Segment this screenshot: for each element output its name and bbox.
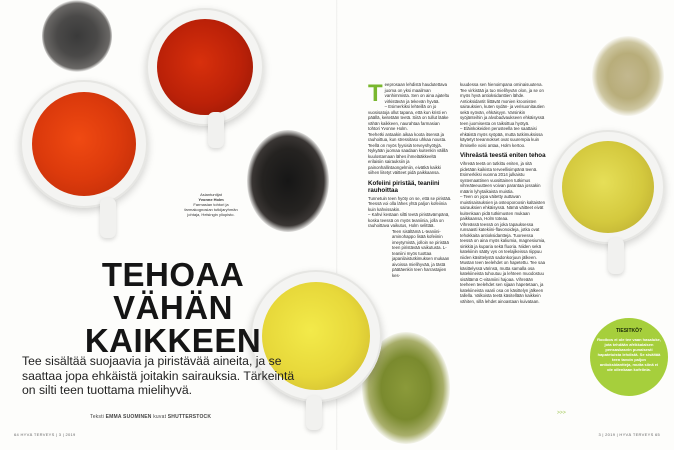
headline-line-1: TEHOAA bbox=[101, 256, 245, 293]
body-paragraph: Mustan teen teelehdet on hapetettu. Tee saa käsittelyssä värinsä, mutta samalla osa katekiineista tuhoutuu ja lehteen muodostuu sisältämä C-vitamiini hajoaa. Vihreään teeheen teelehdet sen sijaan hapetetaan, ja katekiineista vaarii osa on käsittelyn jälkeen tallella. Valkoista teetä käsitellään kaikkein vähiten, sillä lehdet ainoastaan kuivataan. bbox=[460, 260, 545, 304]
continue-arrows: >>> bbox=[557, 410, 566, 416]
body-paragraph: Teehetki antaakin aikaa koota itsensä ja rauhoittua, kun stressitaso uhkaa nousta. Teellä on myös fyysisiä terveyshyötyjä. Nykyään juomaa saadaan kuitenkin välillä kuulostamaan lähes ihmelääkkeeltä erilaisiin sairauksiin ja painonhallintaongelmiin, eivätkä kaikki siihen liitetyt väitteet pidä paikkaansa. bbox=[368, 131, 448, 175]
green-tea-cup bbox=[551, 130, 665, 244]
body-paragraph: – Teen on jopa väitetty auttavan muistisairauksien ja osteoporoosin kaltaisten sairauksien ehkäisyssä. Nämä väitteet eivät kuitenkaan pidä tutkimusten mukaan paikkaansa, Holm toteaa. bbox=[460, 194, 546, 221]
headline-line-2: VÄHÄN bbox=[113, 289, 233, 326]
body-paragraph: – Esimerkiksi lehteillä on jo vuosisatoja ollut tapana, että kun kristi en päällä, keitetään teetä. Siitä on tullut lääke vähän kaikkeen, naurahtaa farmasian tohtori Yvonne Holm. bbox=[368, 104, 449, 131]
red-tea-cup-handle bbox=[208, 112, 224, 148]
black-tea-leaves-pile bbox=[42, 0, 112, 72]
yellow-tea-cup-handle bbox=[306, 396, 322, 430]
herbal-tea-leaves-pile bbox=[592, 36, 664, 116]
body-paragraph: kuudessa sen hienoimpana ominaisuutena. bbox=[460, 82, 543, 87]
byline-photos-label: kuvat bbox=[153, 414, 167, 420]
did-you-know-badge bbox=[590, 318, 668, 396]
badge-title: TIESITKÖ? bbox=[615, 328, 643, 334]
headline-line-3: KAIKKEEN bbox=[84, 322, 262, 359]
red-tea-liquid bbox=[157, 19, 253, 115]
folio-right: 3 | 2019 | HYVÄ TERVEYS 65 bbox=[598, 432, 660, 437]
caption-text: Farmasian tohtori ja farmakognosian tutkijaryhmän johtaja, Helsingin yliopisto. bbox=[184, 202, 238, 217]
caption-name: Yvonne Holm bbox=[198, 197, 224, 202]
body-paragraph: Tee virkistää ja tuo mielihyvän olon, ja se on myös hyvä antioksidanttien lähde. Antioksidantit liittävät monien kroonisten sairauksien, kuten sydän- ja verisuonitautien sekä syövän, ehkäisyyn. Varsinkin syöjänteihin ja alvobadvaukseen ehkäisyssä teen juomisesta on taiksittua hyötyä. bbox=[460, 87, 545, 126]
black-tea-liquid bbox=[32, 92, 136, 196]
article-column-1 bbox=[368, 82, 452, 278]
black-tea-cup bbox=[20, 80, 148, 208]
article-column-2 bbox=[460, 82, 546, 304]
green-tea-liquid bbox=[562, 141, 654, 233]
folio-left: 64 HYVÄ TERVEYS | 3 | 2019 bbox=[14, 432, 76, 437]
byline-text-label: Teksti bbox=[90, 414, 104, 420]
body-paragraph: Vihreässä teessä on joka tapauksessa runsaasti katekiini-flavonoideja, jotka ovat tehokkaita antioksidantteja. Tuoreessa teessä on aina myös kaliumia, magnesiumia, sinkkiä ja kuparia sekä fluoria. Niiden sekä katekiinin sääty vys on teelajikeissa riippuu niiden käsittelystä sadonkorjuun jälkeen. bbox=[460, 221, 546, 260]
body-paragraph: Tunnetuin teen hyöty on se, että se piristää. Teessä voi olla lähes yhtä paljon kofeiinia kuin kahvissakin. bbox=[368, 195, 452, 212]
headline bbox=[78, 258, 268, 357]
byline-author: EMMA SUOMINEN bbox=[105, 414, 152, 420]
body-paragraph: Teen sisältämä L-teaniini-aminohappo lisää kofeiinin imeytymistä, jolloin se piristää teen piristävää vaikutusta. L-teaniini myös tuottaa japanilaistutkimuksen mukaan aivoissa mielihyvää, ja tästä päätäenkin teen harrastajien kes- bbox=[392, 228, 450, 278]
black-tea-cup-handle bbox=[100, 198, 116, 238]
badge-text: Rooibos ei ole tee vaan hasaluke, jota tehdään afrikkalaisen pensaskasvin punaisesti hapatetuista lehdistä. Se sisältää teen tavoin paljon antioksidantteja, mutta siinä ei ole ollenkaan kofeiinia. bbox=[597, 337, 661, 372]
expert-caption bbox=[180, 192, 242, 217]
dropcap: T bbox=[368, 80, 383, 107]
lead-paragraph: Tee sisältää suojaavia ja piristävää aineita, ja se saattaa jopa ehkäistä joitakin sairauksia. Tärkeintä on silti teen tuottama mielihyvä. bbox=[22, 354, 295, 398]
subheading-caffeine: Kofeiini piristää, teaniini rauhoittaa bbox=[368, 179, 440, 194]
byline bbox=[90, 414, 211, 420]
green-tea-cup-handle bbox=[608, 238, 624, 274]
body-paragraph: – Kahvi kestaan siltti teetä piristävämpänä, koska teessä on myös teaniinia, jolla on rauhoittava vaikutus, Holm selittää. bbox=[368, 212, 450, 228]
intro-paragraph: Teeprosaan lehdistä haudutettava juoma on yksi maailman vanhimmista. Sen on aina ajateltu virkistävän ja tekevän hyvää. bbox=[368, 80, 450, 107]
body-paragraph: Vihreää teetä on tutkittu eniten, ja sitä pidetään kaikista terveellisimpänä teenä. Esimerkiksi vuonna 2014 julkaistu systemaattinen vuosittainen tutkimus vihreäteeuutteen voivan parantaa jossakin määrin lyhytaikaista muistia. bbox=[460, 161, 541, 194]
caption-title: Asiantuntijat bbox=[200, 192, 222, 197]
subheading-green-tea: Vihreästä teestä eniten tehoa bbox=[460, 152, 546, 159]
red-tea-cup bbox=[146, 8, 264, 126]
body-paragraph: – Eläinkokeiden perusteella tee saattaisi ehkäistä myös syöpää, mutta tutkimuksissa käytetyt teeannokset ovat suurempia kuin ihmiselle voisi antaa, Holm kertoo. bbox=[460, 126, 543, 148]
byline-photos: SHUTTERSTOCK bbox=[167, 414, 212, 420]
dark-tea-leaves-pile bbox=[247, 130, 329, 232]
